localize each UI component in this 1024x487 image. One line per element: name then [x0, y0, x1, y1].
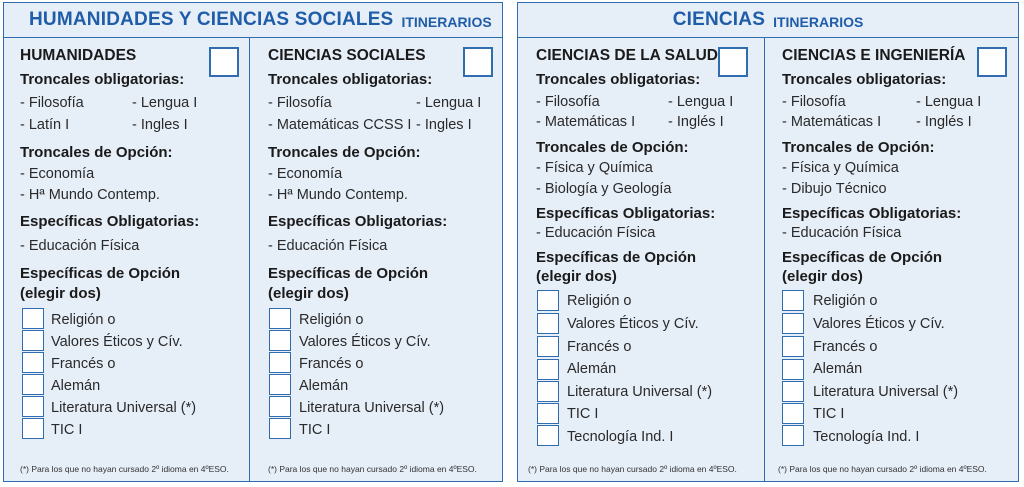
- option-checkbox[interactable]: [269, 418, 291, 439]
- subject-item: - Educación Física: [782, 225, 902, 241]
- troncales-opcion-heading: Troncales de Opción:: [536, 139, 689, 156]
- especificas-obligatorias-heading: Específicas Obligatorias:: [20, 213, 200, 230]
- option-label: Alemán: [567, 361, 617, 377]
- column-ciencias-ingenieria: [765, 38, 1018, 481]
- footnote: (*) Para los que no hayan cursado 2º idioma en 4ºESO.: [778, 464, 987, 474]
- column-title: CIENCIAS SOCIALES: [268, 47, 426, 64]
- troncales-opcion-heading: Troncales de Opción:: [268, 144, 421, 161]
- option-label: Tecnología Ind. I: [567, 429, 674, 445]
- option-label: Francés o: [813, 339, 878, 355]
- subject-item: - Educación Física: [536, 225, 656, 241]
- subject-item: - Dibujo Técnico: [782, 181, 887, 197]
- option-checkbox[interactable]: [269, 396, 291, 417]
- option-checkbox[interactable]: [782, 359, 804, 380]
- option-checkbox[interactable]: [537, 381, 559, 402]
- option-checkbox[interactable]: [269, 352, 291, 373]
- option-label: Literatura Universal (*): [567, 384, 713, 400]
- subject-item: - Lengua I: [132, 95, 198, 111]
- panel-humanidades-ciencias-sociales: [3, 2, 503, 482]
- option-label: Valores Éticos y Cív.: [567, 316, 699, 332]
- option-label: Francés o: [567, 339, 632, 355]
- option-label: Literatura Universal (*): [51, 400, 197, 416]
- especificas-opcion-note: (elegir dos): [536, 268, 617, 285]
- column-humanidades: [4, 38, 249, 481]
- column-title: CIENCIAS E INGENIERÍA: [782, 47, 966, 64]
- especificas-opcion-note: (elegir dos): [268, 285, 349, 302]
- panel-title: HUMANIDADES Y CIENCIAS SOCIALES: [29, 9, 394, 30]
- footnote: (*) Para los que no hayan cursado 2º idioma en 4ºESO.: [20, 464, 229, 474]
- panel-header: [518, 3, 1018, 38]
- itinerary-checkbox[interactable]: [718, 47, 748, 77]
- option-label: Alemán: [51, 378, 101, 394]
- especificas-opcion-note: (elegir dos): [782, 268, 863, 285]
- option-label: Literatura Universal (*): [299, 400, 445, 416]
- option-label: Alemán: [299, 378, 349, 394]
- option-label: Religión o: [299, 312, 364, 328]
- option-checkbox[interactable]: [537, 336, 559, 357]
- option-checkbox[interactable]: [22, 308, 44, 329]
- column-title: CIENCIAS DE LA SALUD: [536, 47, 718, 64]
- panel-title: CIENCIAS: [672, 9, 766, 30]
- troncales-obligatorias-heading: Troncales obligatorias:: [268, 71, 433, 88]
- option-checkbox[interactable]: [537, 403, 559, 424]
- option-label: Valores Éticos y Cív.: [299, 334, 431, 350]
- subject-item: - Educación Física: [268, 238, 388, 254]
- option-checkbox[interactable]: [22, 418, 44, 439]
- option-checkbox[interactable]: [537, 359, 559, 380]
- subject-item: - Matemáticas I: [536, 114, 636, 130]
- option-label: Alemán: [813, 361, 863, 377]
- especificas-opcion-heading: Específicas de Opción: [782, 249, 943, 266]
- option-label: TIC I: [299, 422, 331, 438]
- subject-item: - Hª Mundo Contemp.: [268, 187, 408, 203]
- option-label: Tecnología Ind. I: [813, 429, 920, 445]
- option-checkbox[interactable]: [22, 330, 44, 351]
- especificas-obligatorias-heading: Específicas Obligatorias:: [536, 205, 716, 222]
- panel-subtitle: ITINERARIOS: [773, 13, 864, 30]
- subject-item: - Física y Química: [782, 160, 899, 176]
- especificas-opcion-heading: Específicas de Opción: [20, 265, 181, 282]
- subject-item: - Ingles I: [132, 117, 188, 133]
- especificas-opcion-heading: Específicas de Opción: [536, 249, 697, 266]
- option-label: Francés o: [51, 356, 116, 372]
- option-label: Literatura Universal (*): [813, 384, 959, 400]
- subject-item: - Economía: [20, 166, 95, 182]
- subject-item: - Filosofía: [782, 94, 846, 110]
- option-label: Valores Éticos y Cív.: [51, 334, 183, 350]
- subject-item: - Lengua I: [916, 94, 982, 110]
- subject-item: - Filosofía: [20, 95, 84, 111]
- subject-item: - Educación Física: [20, 238, 140, 254]
- subject-item: - Filosofía: [268, 95, 332, 111]
- subject-item: - Hª Mundo Contemp.: [20, 187, 160, 203]
- option-label: Religión o: [567, 293, 632, 309]
- panel-header: [4, 3, 502, 38]
- option-checkbox[interactable]: [782, 290, 804, 311]
- troncales-opcion-heading: Troncales de Opción:: [782, 139, 935, 156]
- option-label: Valores Éticos y Cív.: [813, 316, 945, 332]
- especificas-opcion-note: (elegir dos): [20, 285, 101, 302]
- option-checkbox[interactable]: [269, 308, 291, 329]
- subject-item: - Economía: [268, 166, 343, 182]
- option-checkbox[interactable]: [782, 425, 804, 446]
- option-label: Francés o: [299, 356, 364, 372]
- subject-item: - Biología y Geología: [536, 181, 672, 197]
- subject-item: - Filosofía: [536, 94, 600, 110]
- subject-item: - Ingles I: [416, 117, 472, 133]
- subject-item: - Matemáticas I: [782, 114, 882, 130]
- option-checkbox[interactable]: [782, 381, 804, 402]
- especificas-obligatorias-heading: Específicas Obligatorias:: [268, 213, 448, 230]
- subject-item: - Inglés I: [668, 114, 724, 130]
- option-checkbox[interactable]: [782, 403, 804, 424]
- especificas-obligatorias-heading: Específicas Obligatorias:: [782, 205, 962, 222]
- subject-item: - Lengua I: [668, 94, 734, 110]
- subject-item: - Latín I: [20, 117, 70, 133]
- panel-ciencias: [517, 2, 1019, 482]
- column-ciencias-sociales: [250, 38, 502, 481]
- troncales-opcion-heading: Troncales de Opción:: [20, 144, 173, 161]
- subject-item: - Física y Química: [536, 160, 653, 176]
- option-checkbox[interactable]: [782, 336, 804, 357]
- subject-item: - Lengua I: [416, 95, 482, 111]
- option-checkbox[interactable]: [537, 290, 559, 311]
- option-checkbox[interactable]: [269, 330, 291, 351]
- column-title: HUMANIDADES: [20, 47, 137, 64]
- footnote: (*) Para los que no hayan cursado 2º idioma en 4ºESO.: [268, 464, 477, 474]
- option-label: TIC I: [567, 406, 599, 422]
- panel-subtitle: ITINERARIOS: [401, 13, 492, 30]
- option-label: Religión o: [813, 293, 878, 309]
- option-checkbox[interactable]: [537, 313, 559, 334]
- option-checkbox[interactable]: [269, 374, 291, 395]
- option-checkbox[interactable]: [22, 352, 44, 373]
- footnote: (*) Para los que no hayan cursado 2º idioma en 4ºESO.: [528, 464, 737, 474]
- itinerary-checkbox[interactable]: [463, 47, 493, 77]
- troncales-obligatorias-heading: Troncales obligatorias:: [782, 71, 947, 88]
- especificas-opcion-heading: Específicas de Opción: [268, 265, 429, 282]
- option-label: TIC I: [813, 406, 845, 422]
- troncales-obligatorias-heading: Troncales obligatorias:: [20, 71, 185, 88]
- itinerary-checkbox[interactable]: [977, 47, 1007, 77]
- itinerary-checkbox[interactable]: [209, 47, 239, 77]
- subject-item: - Inglés I: [916, 114, 972, 130]
- subject-item: - Matemáticas CCSS I: [268, 117, 412, 133]
- column-ciencias-salud: [518, 38, 764, 481]
- option-checkbox[interactable]: [537, 425, 559, 446]
- troncales-obligatorias-heading: Troncales obligatorias:: [536, 71, 701, 88]
- option-checkbox[interactable]: [782, 313, 804, 334]
- option-checkbox[interactable]: [22, 396, 44, 417]
- option-checkbox[interactable]: [22, 374, 44, 395]
- option-label: Religión o: [51, 312, 116, 328]
- option-label: TIC I: [51, 422, 83, 438]
